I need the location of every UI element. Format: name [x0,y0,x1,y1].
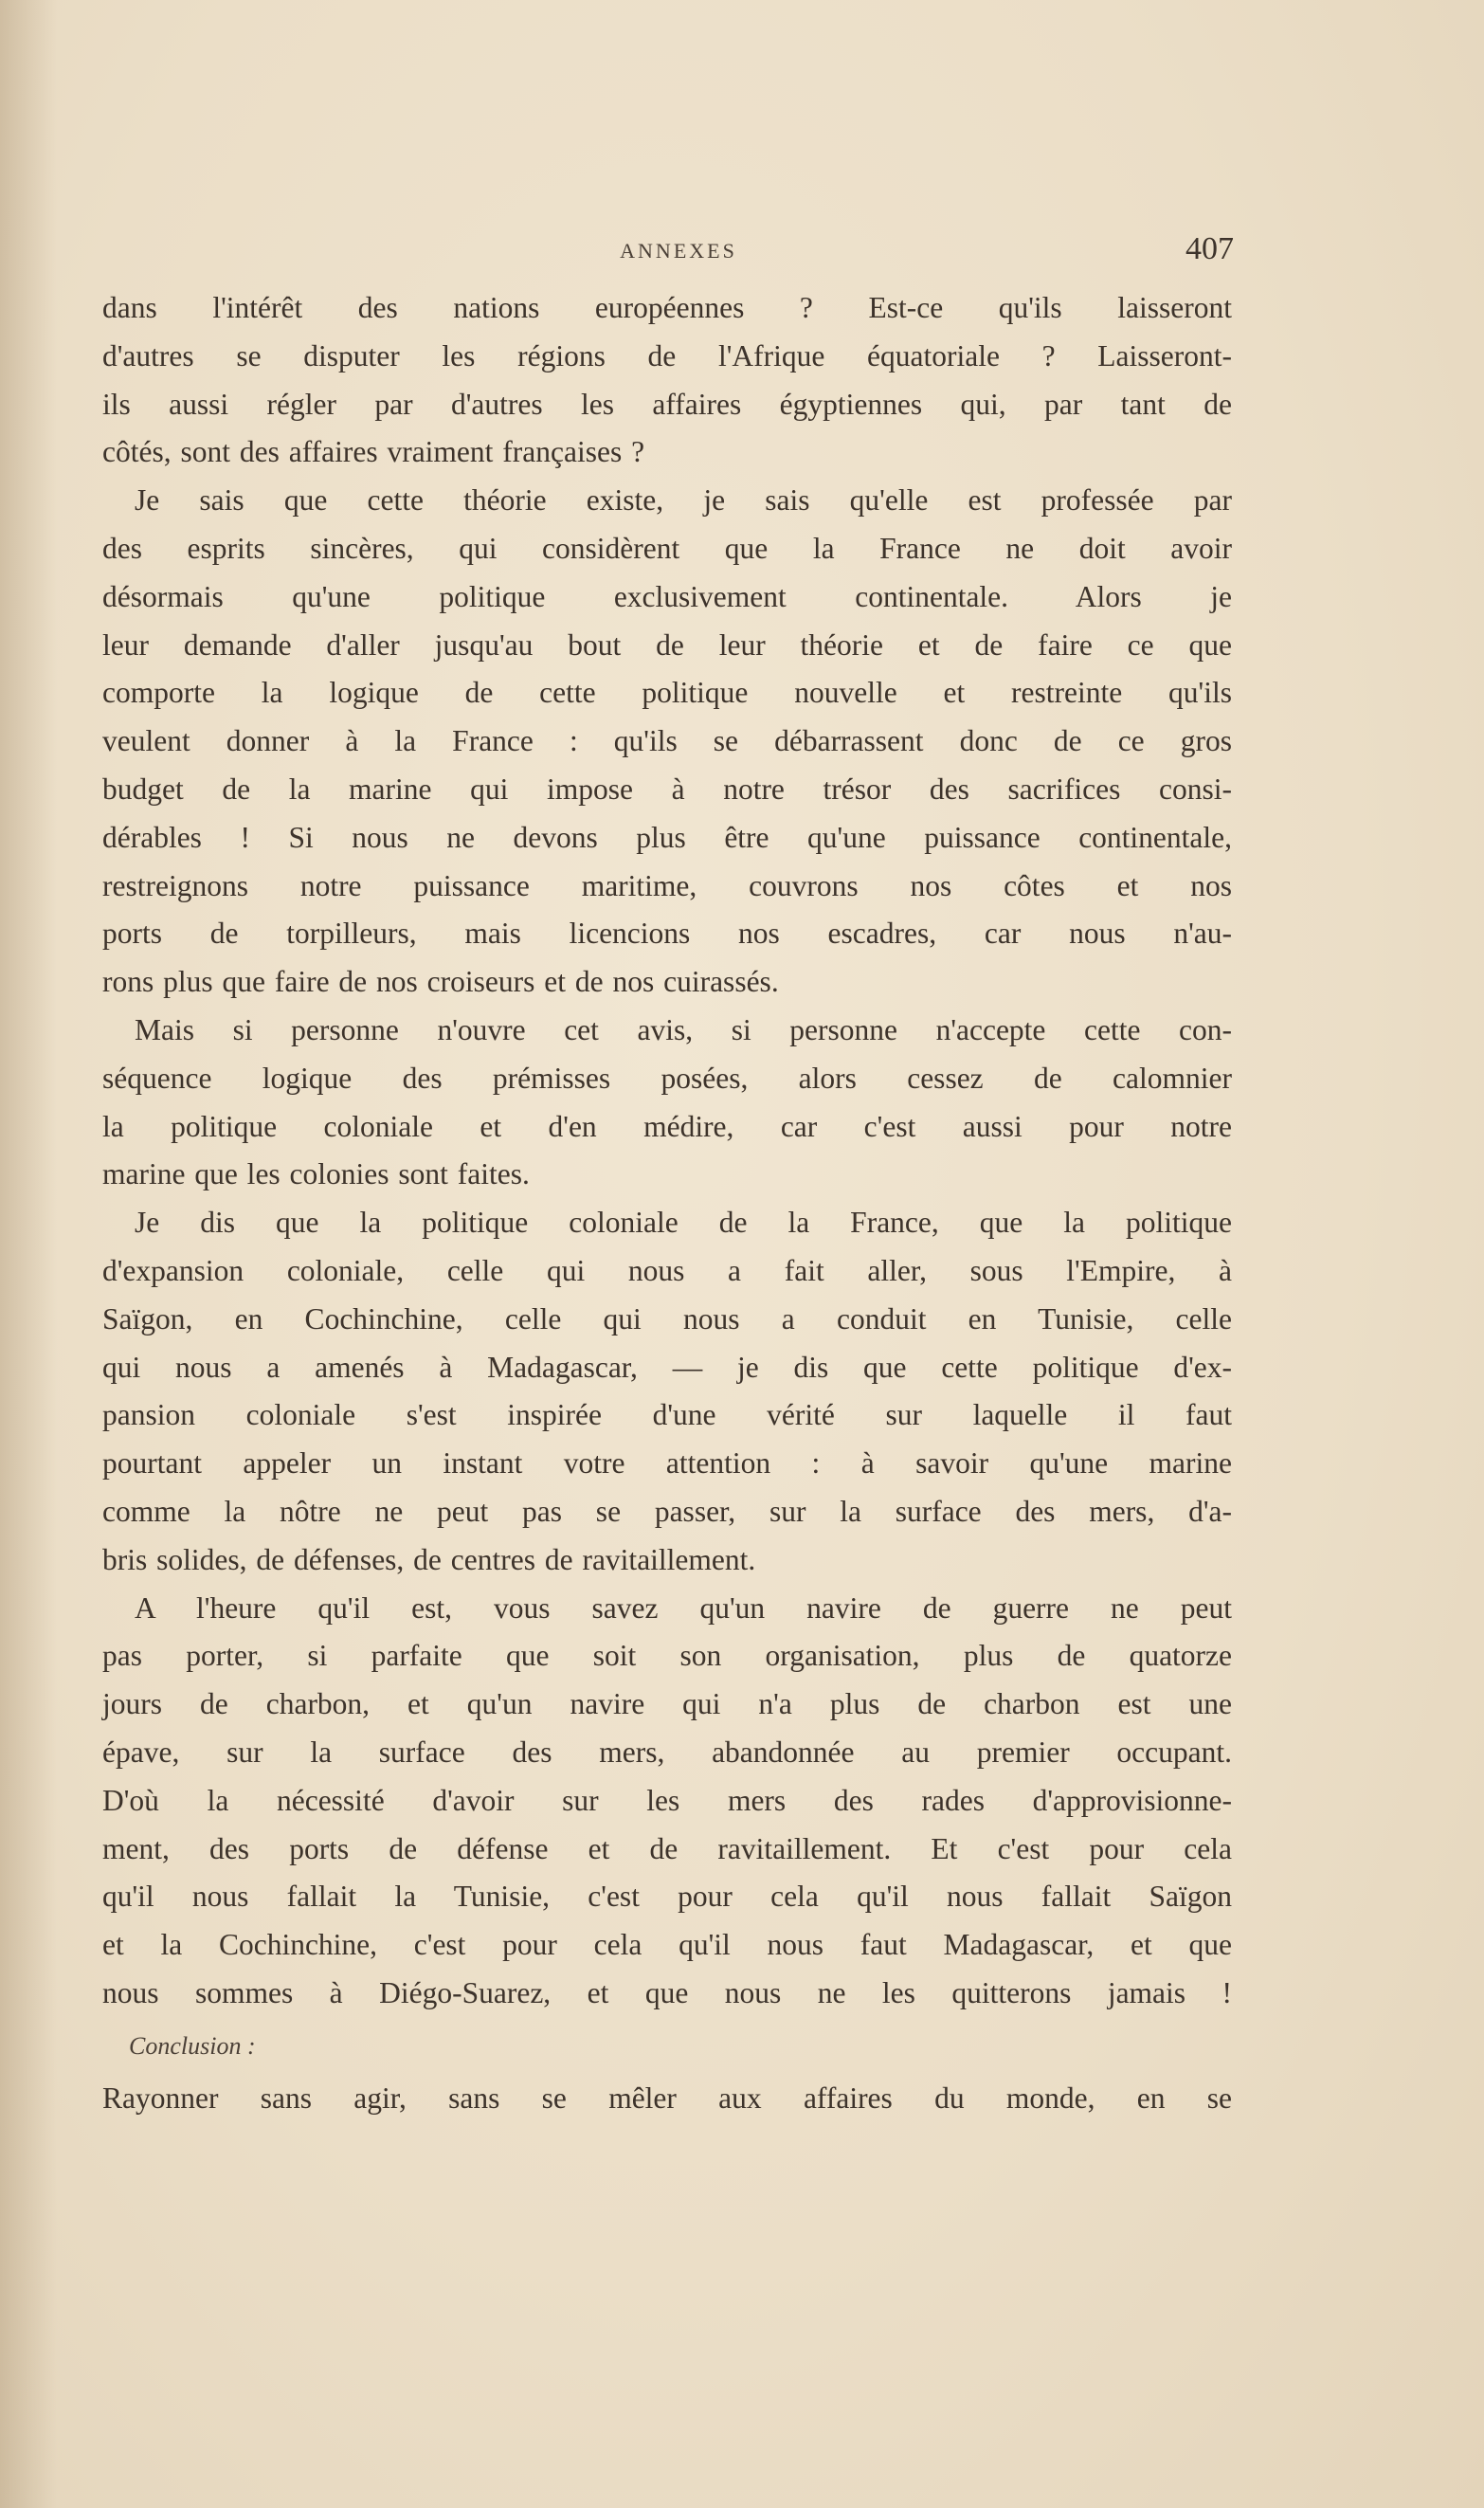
text-line: Je dis que la politique coloniale de la France, que la politique [135,1206,1232,1240]
text-line: qui nous a amenés à Madagascar, — je dis que cette politique d'ex- [102,1350,1232,1384]
text-line: côtés, sont des affaires vraiment françaises ? [102,435,645,469]
text-line: A l'heure qu'il est, vous savez qu'un navire de guerre ne peut [135,1590,1232,1625]
text-line: dans l'intérêt des nations européennes ? Est-ce qu'ils laisseront [102,291,1232,324]
text-line: épave, sur la surface des mers, abandonnée au premier occupant. [102,1735,1232,1769]
text-line: séquence logique des prémisses posées, alors cessez de calomnier [102,1061,1232,1095]
text-line: bris solides, de défenses, de centres de ravitaillement. [102,1542,756,1576]
text-line: d'autres se disputer les régions de l'Afrique équatoriale ? Laisseront- [102,338,1232,373]
text-line: D'où la nécessité d'avoir sur les mers des rades d'approvisionne- [102,1783,1232,1817]
text-line: veulent donner à la France : qu'ils se débarrassent donc de ce gros [102,724,1232,758]
text-line: Mais si personne n'ouvre cet avis, si personne n'accepte cette con- [135,1012,1232,1046]
text-line: Je sais que cette théorie existe, je sais qu'elle est professée par [135,483,1232,518]
running-head [123,231,1234,269]
text-line: et la Cochinchine, c'est pour cela qu'il nous faut Madagascar, et que [102,1928,1232,1962]
text-line: rons plus que faire de nos croiseurs et de nos cuirassés. [102,965,779,999]
text-line: budget de la marine qui impose à notre trésor des sacrifices consi- [102,772,1232,806]
text-line: comme la nôtre ne peut pas se passer, sur la surface des mers, d'a- [102,1494,1232,1528]
text-line: qu'il nous fallait la Tunisie, c'est pour cela qu'il nous fallait Saïgon [102,1880,1232,1914]
section-label: Conclusion : [129,2031,256,2060]
text-line: ment, des ports de défense et de ravitaillement. Et c'est pour cela [102,1831,1232,1865]
text-line: ils aussi régler par d'autres les affaires égyptiennes qui, par tant de [102,387,1232,421]
text-line: nous sommes à Diégo-Suarez, et que nous ne les quitterons jamais ! [102,1975,1232,2009]
text-line: comporte la logique de cette politique nouvelle et restreinte qu'ils [102,676,1232,710]
text-line: dérables ! Si nous ne devons plus être qu'une puissance continentale, [102,820,1232,854]
text-line: d'expansion coloniale, celle qui nous a fait aller, sous l'Empire, à [102,1253,1232,1287]
page-number: 407 [1185,231,1234,266]
text-line: ports de torpilleurs, mais licencions nos escadres, car nous n'au- [102,917,1232,951]
text-line: des esprits sincères, qui considèrent que la France ne doit avoir [102,531,1232,565]
text-line: la politique coloniale et d'en médire, car c'est aussi pour notre [102,1109,1232,1143]
text-line: pas porter, si parfaite que soit son organisation, plus de quatorze [102,1639,1232,1673]
text-line: leur demande d'aller jusqu'au bout de leur théorie et de faire ce que [102,627,1232,662]
text-line: jours de charbon, et qu'un navire qui n'a plus de charbon est une [102,1687,1232,1721]
text-line: désormais qu'une politique exclusivement continentale. Alors je [102,579,1232,613]
text-line: marine que les colonies sont faites. [102,1157,530,1191]
text-line: pourtant appeler un instant votre attention : à savoir qu'une marine [102,1446,1232,1481]
body-text [102,284,1232,2122]
text-line: Saïgon, en Cochinchine, celle qui nous a conduit en Tunisie, celle [102,1301,1232,1336]
text-line-final: Rayonner sans agir, sans se mêler aux affaires du monde, en se [102,2081,1232,2115]
text-line: restreignons notre puissance maritime, couvrons nos côtes et nos [102,868,1232,902]
running-title: ANNEXES [620,239,737,263]
text-line: pansion coloniale s'est inspirée d'une vérité sur laquelle il faut [102,1398,1232,1432]
